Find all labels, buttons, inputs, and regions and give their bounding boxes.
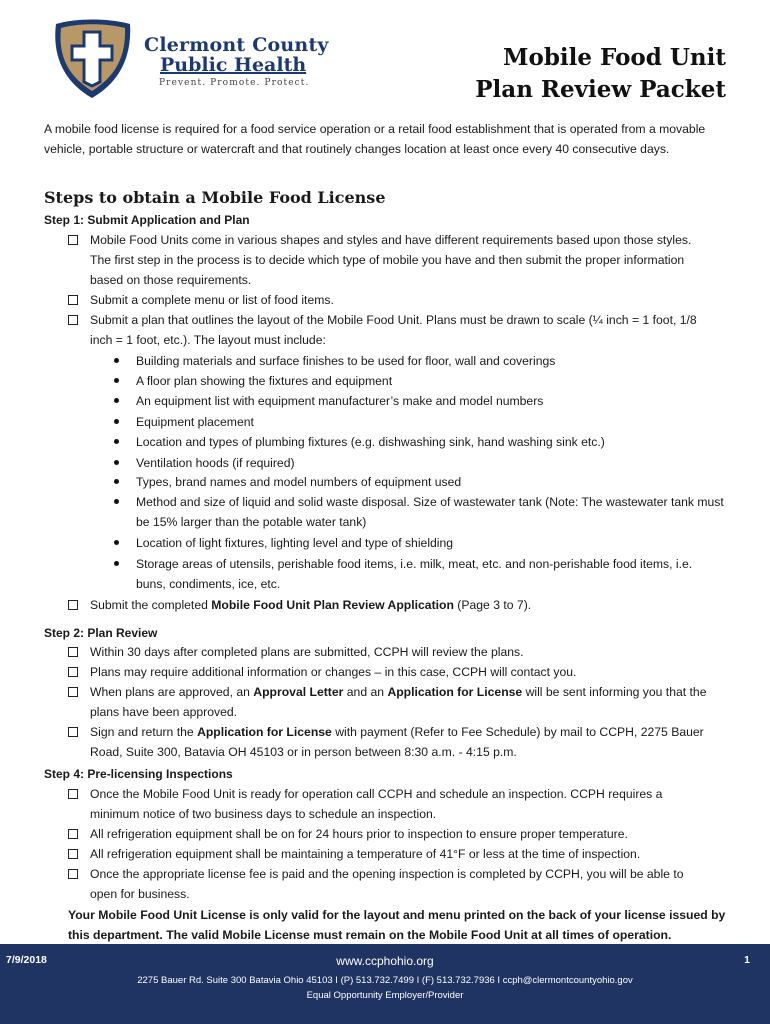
bullet-item: Storage areas of utensils, perishable food items, i.e. milk, meat, etc. and non-perishable food items, i.e. buns, condiments, ice, etc. (114, 554, 724, 594)
checklist-item: All refrigeration equipment shall be maintaining a temperature of 41°F or less at the time of inspection. (68, 844, 708, 864)
checklist-item: Submit the completed Mobile Food Unit Plan Review Application (Page 3 to 7). (68, 595, 708, 615)
org-tagline: Prevent. Promote. Protect. (159, 78, 310, 88)
bullet-icon (114, 398, 119, 403)
checklist-item: Plans may require additional information or changes – in this case, CCPH will contact you. (68, 662, 708, 682)
checkbox-icon[interactable] (68, 647, 78, 657)
checklist-item: All refrigeration equipment shall be on for 24 hours prior to inspection to ensure proper temperature. (68, 824, 708, 844)
bullet-item: Method and size of liquid and solid waste disposal. Size of wastewater tank (Note: The wastewater tank must be 15% larger than the potable water tank) (114, 492, 724, 532)
bullet-icon (114, 358, 119, 363)
bullet-icon (114, 419, 119, 424)
checkbox-icon[interactable] (68, 727, 78, 737)
checklist-item: Within 30 days after completed plans are submitted, CCPH will review the plans. (68, 642, 708, 662)
title-line2: Plan Review Packet (475, 76, 726, 103)
step2-heading: Step 2: Plan Review (44, 626, 158, 640)
footer-eoe: Equal Opportunity Employer/Provider (306, 990, 464, 1001)
org-name-line2: Public Health (160, 54, 307, 76)
checkbox-icon[interactable] (68, 315, 78, 325)
checkbox-icon[interactable] (68, 667, 78, 677)
step4-heading: Step 4: Pre-licensing Inspections (44, 767, 233, 781)
checklist-item: Once the appropriate license fee is paid and the opening inspection is completed by CCPH, you will be able to open for business. (68, 864, 708, 904)
intro-paragraph: A mobile food license is required for a food service operation or a retail food establishment that is operated from a movable vehicle, portable structure or watercraft and that routinely changes location at least once every 40 consecutive days. (44, 122, 706, 156)
checklist-item: Submit a plan that outlines the layout of the Mobile Food Unit. Plans must be drawn to scale (¼ inch = 1 foot, 1/8 inch = 1 foot, etc.). The layout must include: (68, 310, 708, 350)
organization-logo (46, 16, 336, 100)
bullet-item: Types, brand names and model numbers of equipment used (114, 472, 724, 492)
bullet-item: Building materials and surface finishes to be used for floor, wall and coverings (114, 351, 724, 371)
step1-heading: Step 1: Submit Application and Plan (44, 213, 250, 227)
footer-address: 2275 Bauer Rd. Suite 300 Batavia Ohio 45103 I (P) 513.732.7499 I (F) 513.732.7936 I ccph@clermontcountyohio.gov (137, 975, 633, 986)
bullet-icon (114, 499, 119, 504)
checkbox-icon[interactable] (68, 869, 78, 879)
footer-website[interactable]: www.ccphohio.org (336, 954, 434, 968)
checklist-item: Mobile Food Units come in various shapes and styles and have different requirements based upon those styles. The first step in the process is to decide which type of mobile you have and then submit the proper information based on those requirements. (68, 230, 708, 290)
bullet-item: Equipment placement (114, 412, 724, 432)
bullet-item: Location and types of plumbing fixtures (e.g. dishwashing sink, hand washing sink etc.) (114, 432, 724, 452)
bullet-icon (114, 540, 119, 545)
bullet-icon (114, 460, 119, 465)
bullet-icon (114, 561, 119, 566)
page-footer (0, 944, 770, 1024)
checklist-item: When plans are approved, an Approval Letter and an Application for License will be sent informing you that the plans have been approved. (68, 682, 708, 722)
shield-cross-icon (46, 16, 138, 100)
title-line1: Mobile Food Unit (503, 44, 726, 71)
checklist-item: Sign and return the Application for License with payment (Refer to Fee Schedule) by mail to CCPH, 2275 Bauer Road, Suite 300, Batavia OH 45103 or in person between 8:30 a.m. - 4:15 p.m. (68, 722, 708, 762)
checkbox-icon[interactable] (68, 687, 78, 697)
checkbox-icon[interactable] (68, 849, 78, 859)
document-title (475, 42, 726, 106)
bullet-item: A floor plan showing the fixtures and equipment (114, 371, 724, 391)
bullet-icon (114, 378, 119, 383)
checkbox-icon[interactable] (68, 235, 78, 245)
checkbox-icon[interactable] (68, 295, 78, 305)
bullet-item: An equipment list with equipment manufacturer’s make and model numbers (114, 391, 724, 411)
checklist-item: Submit a complete menu or list of food items. (68, 290, 708, 310)
org-name-line1: Clermont County (144, 34, 329, 56)
checkbox-icon[interactable] (68, 829, 78, 839)
checklist-item: Once the Mobile Food Unit is ready for operation call CCPH and schedule an inspection. CCPH requires a minimum notice of two business days to schedule an inspection. (68, 784, 708, 824)
page-number: 1 (744, 954, 750, 966)
bullet-item: Ventilation hoods (if required) (114, 453, 724, 473)
section-heading: Steps to obtain a Mobile Food License (44, 188, 386, 207)
bullet-icon (114, 439, 119, 444)
license-validity-note: Your Mobile Food Unit License is only valid for the layout and menu printed on the back of your license issued by this department. The valid Mobile License must remain on the Mobile Food Unit at all times of operation. (68, 908, 726, 942)
checkbox-icon[interactable] (68, 789, 78, 799)
bullet-item: Location of light fixtures, lighting level and type of shielding (114, 533, 724, 553)
bullet-icon (114, 479, 119, 484)
footer-date: 7/9/2018 (6, 954, 47, 966)
checkbox-icon[interactable] (68, 600, 78, 610)
